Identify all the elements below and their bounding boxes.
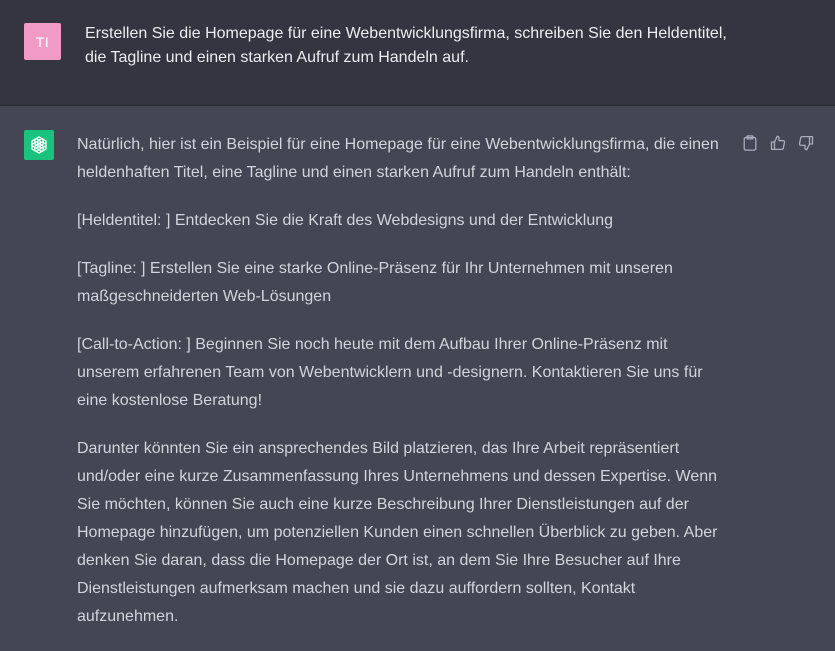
- assistant-avatar: [24, 130, 54, 160]
- reply-paragraph-intro: Natürlich, hier ist ein Beispiel für eine Homepage für eine Webentwicklungsfirma, die einen heldenhaften Titel, eine Tagline und einen starken Aufruf zum Handeln enthält:: [77, 136, 719, 181]
- reply-paragraph-outro: Darunter könnten Sie ein ansprechendes Bild platzieren, das Ihre Arbeit repräsentiert und/oder eine kurze Zusammenfassung Ihres Unternehmens und dessen Expertise. Wenn Sie möchten, können Sie auch eine kurze Beschreibung Ihrer Dienstleistungen auf der Homepage hinzufügen, um potenziellen Kunden einen schnellen Überblick zu geben. Aber denken Sie daran, dass die Homepage der Ort ist, an dem Sie Ihre Besucher auf Ihre Dienstleistungen aufmerksam machen und sie dazu auffordern sollten, Kontakt aufzunehmen.: [77, 440, 718, 625]
- openai-logo-icon: [28, 134, 50, 156]
- clipboard-icon: [743, 135, 757, 151]
- assistant-message-row: [0, 106, 835, 650]
- copy-button[interactable]: [741, 134, 759, 152]
- thumbs-down-icon: [798, 135, 814, 151]
- message-actions: [741, 134, 815, 152]
- thumbs-up-icon: [770, 135, 786, 151]
- user-avatar: TI: [24, 23, 61, 60]
- reply-paragraph-tagline: [Tagline: ] Erstellen Sie eine starke Online-Präsenz für Ihr Unternehmen mit unseren maßgeschneiderten Web-Lösungen: [77, 260, 673, 305]
- thumbs-up-button[interactable]: [769, 134, 787, 152]
- thumbs-down-button[interactable]: [797, 134, 815, 152]
- user-message-row: [0, 0, 835, 106]
- reply-paragraph-hero-title: [Heldentitel: ] Entdecken Sie die Kraft des Webdesigns und der Entwicklung: [77, 212, 614, 229]
- reply-paragraph-cta: [Call-to-Action: ] Beginnen Sie noch heute mit dem Aufbau Ihrer Online-Präsenz mit unserem erfahrenen Team von Webentwicklern und -designern. Kontaktieren Sie uns für eine kostenlose Beratung!: [77, 336, 703, 409]
- user-message-text: Erstellen Sie die Homepage für eine Webentwicklungsfirma, schreiben Sie den Heldentitel, die Tagline und einen starken Aufruf zum Handeln auf.: [85, 25, 727, 66]
- assistant-message-text: [77, 131, 727, 651]
